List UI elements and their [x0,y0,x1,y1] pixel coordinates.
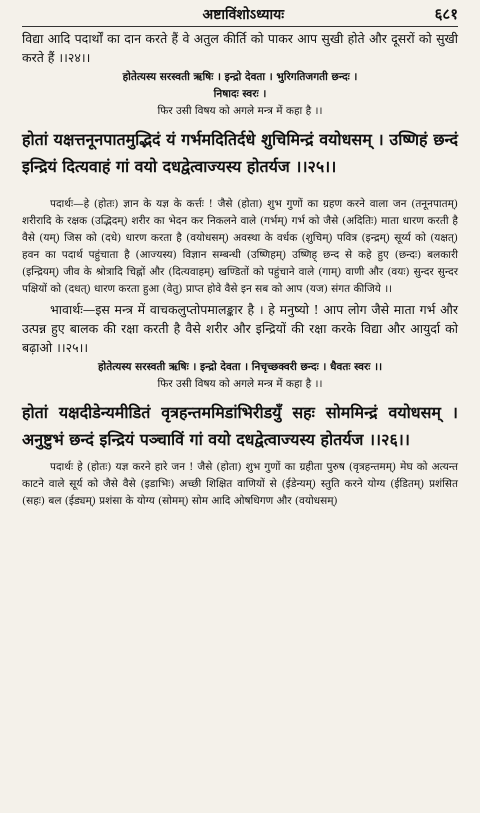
subject-line-25: फिर उसी विषय को अगले मन्त्र में कहा है ।। [157,105,323,117]
page-header [22,4,458,27]
intro-paragraph: विद्या आदि पदार्थों का दान करते हैं वे अतुल कीर्ति को पाकर आप सुखी होते और दूसरों को सुखी करते हैं ।।२४।। [22,31,458,65]
rishi-line-25: होतेत्यस्य सरस्वती ऋषिः । इन्द्रो देवता । भुरिगतिजगती छन्दः । [122,71,358,83]
bhavartha-25: भावार्थः—इस मन्त्र में वाचकलुप्तोपमालङ्कार है । हे मनुष्यो ! आप लोग जैसे माता गर्भ और उत्पन्न हुए बालक की रक्षा करती है वैसे शरीर और इन्द्रियों की रक्षा करके विद्या और आयुर्दा को बढ़ाओ ।।२५।। [22,302,458,355]
padartha-26: पदार्थः हे (होतः) यज्ञ करने हारे जन ! जैसे (होता) शुभ गुणों का ग्रहीता पुरुष (वृत्रहन्तमम्) मेघ को अत्यन्त काटने वाले सूर्य को जैसे वैसे (इडाभिः) अच्छी शिक्षित वाणियों से (ईडेन्यम्) स्तुति करने योग्य (ईडितम्) प्रशंसित (सहः) बल (ईड्यम्) प्रशंसा के योग्य (सोमम्) सोम आदि ओषधिगण और (वयोधसम्) [22,461,458,507]
padartha-25: पदार्थः—हे (होतः) ज्ञान के यज्ञ के कर्त्तः ! जैसे (होता) शुभ गुणों का ग्रहण करने वाला जन (तनूनपातम्) शरीरादि के रक्षक (उद्भिदम्) शरीर का भेदन कर निकलने वाले (गर्भम्) गर्भ को जैसे (अदितिः) माता धारण करती है वैसे (यम्) जिस को (दधे) धारण करता है (वयोधसम्) अवस्था के वर्धक (शुचिम्) पवित्र (इन्द्रम्) सूर्य्य को (यक्षत्) हवन का पदार्थ पहुंचाता है (आज्यस्य) विज्ञान सम्बन्धी (उष्णिहम्) उष्णिह् छन्द से कहे हुए (छन्दः) बलकारी (इन्द्रियम्) जीव के श्रोत्रादि चिह्नों और (दित्यवाहम्) खण्डितों को पहुंचाने वाले (गाम्) वाणी और (वयः) सुन्दर सुन्दर पक्षियों को (दधत्) धारण करता हुआ (वेतु) प्राप्त होवे वैसे इन सब को आप (यज) संगत कीजिये ।। [22,198,458,295]
mantra-26: होतां यक्षदीडेन्यमीडितं वृत्रहन्तममिडांभिरीडयुँ सहः सोममिन्द्रं वयोधसम् । अनुष्टुभं छन्दं इन्द्रियं पञ्चाविं गां वयो दधद्वेत्वाज्यस्य होतर्यज ।।२६।। [22,403,458,449]
svara-line-25: निषादः स्वरः । [213,88,267,100]
mantra-25: होतां यक्षत्तनूनपातमुद्भिदं यं गर्भमदितिर्दधे शुचिमिन्द्रं वयोधसम् । उष्णिहं छन्दं इन्द्रियं दित्यवाहं गां वयो दधद्वेत्वाज्यस्य होतर्यज ।।२५।। [22,130,458,176]
subject-line-26: फिर उसी विषय को अगले मन्त्र में कहा है ।। [157,378,323,390]
rishi-line-26: होतेत्यस्य सरस्वती ऋषिः । इन्द्रो देवता । निचृच्छक्वरी छन्दः । धैवतः स्वरः ।। [97,361,383,373]
page-number: ६८१ [434,5,458,23]
chapter-title: अष्टाविंशोऽध्यायः [202,7,285,23]
